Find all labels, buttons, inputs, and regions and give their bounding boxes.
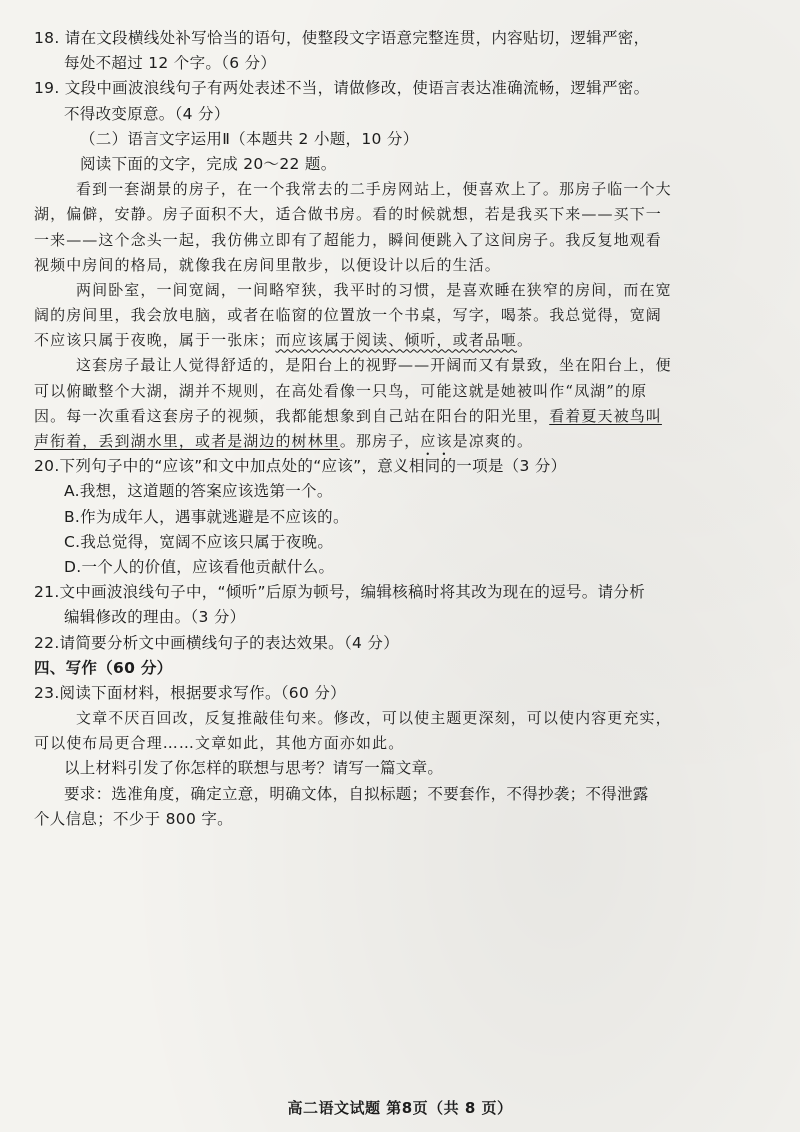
q22-line-1: 22.请简要分析文中画横线句子的表达效果。（4 分） [34, 633, 399, 652]
passage-p1-line-2: 湖，偏僻，安静。房子面积不大，适合做书房。看的时候就想，若是我买下来——买下一 [34, 205, 662, 224]
page-footer: 高二语文试题 第8页（共 8 页） [287, 1099, 513, 1117]
q20-option-a: A.我想，这道题的答案应该选第一个。 [64, 482, 333, 501]
underlined-sentence-part-2: 声衔着，丢到湖水里，或者是湖边的树林里 [34, 432, 340, 450]
underlined-sentence-part-1: 看着夏天被鸟叫 [549, 406, 662, 425]
passage-p1-line-1: 看到一套湖景的房子，在一个我常去的二手房网站上，便喜欢上了。那房子临一个大 [76, 180, 672, 199]
q18-line-2: 每处不超过 12 个字。（6 分） [64, 54, 277, 73]
passage-p2-line-3-end: 。 [517, 331, 534, 350]
q20-option-b: B.作为成年人，遇事就逃避是不应该的。 [64, 507, 349, 526]
section-4-heading: 四、写作（60 分） [34, 658, 173, 677]
q21-line-2: 编辑修改的理由。（3 分） [64, 608, 246, 627]
passage-p2-line-3-start: 不应该只属于夜晚，属于一张床； [34, 331, 276, 350]
q23-prompt: 以上材料引发了你怎样的联想与思考？请写一篇文章。 [64, 759, 444, 778]
q18-line-1: 18. 请在文段横线处补写恰当的语句，使整段文字语意完整连贯，内容贴切，逻辑严密， [34, 29, 650, 47]
passage-p3-line-2: 可以俯瞰整个大湖，湖并不规则，在高处看像一只鸟，可能这就是她被叫作“凤湖”的原 [34, 381, 648, 400]
passage-p1-line-3: 一来——这个念头一起，我仿佛立即有了超能力，瞬间便跳入了这间房子。我反复地观看 [34, 230, 662, 249]
passage-p3-line-3-start: 因。每一次重看这套房子的视频，我都能想象到自己站在阳台的阳光里， [34, 406, 550, 425]
q23-stem: 23.阅读下面材料，根据要求写作。（60 分） [34, 683, 346, 702]
passage-p2-line-3 [34, 328, 774, 353]
q20-option-d: D.一个人的价值，应该看他贡献什么。 [64, 557, 335, 576]
q23-material-line-1: 文章不厌百回改，反复推敲佳句来。修改，可以使主题更深刻，可以使内容更充实， [76, 709, 672, 728]
dotted-word-yinggai: 应该 [420, 432, 453, 450]
q23-requirements-line-2: 个人信息；不少于 800 字。 [34, 809, 233, 828]
passage-p3-line-3 [34, 404, 774, 429]
passage-p2-line-2: 阔的房间里，我会放电脑，或者在临窗的位置放一个书桌，写字，喝茶。我总觉得，宽阔 [34, 306, 662, 325]
q19-line-1: 19. 文段中画波浪线句子有两处表述不当，请做修改，使语言表达准确流畅，逻辑严密。 [34, 79, 650, 98]
q23-material-line-2: 可以使布局更合理……文章如此，其他方面亦如此。 [34, 734, 405, 753]
section-2-heading: （二）语言文字运用Ⅱ（本题共 2 小题，10 分） [80, 129, 419, 148]
passage-p3-line-4 [34, 429, 774, 454]
q20-option-c: C.我总觉得，宽阔不应该只属于夜晚。 [64, 532, 334, 551]
q20-stem: 20.下列句子中的“应该”和文中加点处的“应该”，意义相同的一项是（3 分） [34, 457, 567, 476]
q23-requirements-line-1: 要求：选准角度，确定立意，明确文体，自拟标题；不要套作，不得抄袭；不得泄露 [64, 784, 649, 803]
q21-line-1: 21.文中画波浪线句子中，“倾听”后原为顿号，编辑核稿时将其改为现在的逗号。请分析 [34, 583, 646, 602]
passage-p3-line-4-middle: 。那房子， [339, 432, 421, 450]
passage-p3-line-1: 这套房子最让人觉得舒适的，是阳台上的视野——开阔而又有景致，坐在阳台上，便 [76, 356, 672, 375]
wavy-underlined-sentence: 而应该属于阅读、倾听，或者品咂 [275, 331, 518, 350]
section-2-instruction: 阅读下面的文字，完成 20～22 题。 [80, 154, 337, 173]
q19-line-2: 不得改变原意。（4 分） [64, 104, 230, 123]
passage-p2-line-1: 两间卧室，一间宽阔，一间略窄狭，我平时的习惯，是喜欢睡在狭窄的房间，而在宽 [76, 280, 672, 299]
page-content [34, 26, 774, 832]
passage-p1-line-4: 视频中房间的格局，就像我在房间里散步，以便设计以后的生活。 [34, 255, 501, 274]
passage-p3-line-4-end: 是凉爽的。 [452, 432, 534, 450]
